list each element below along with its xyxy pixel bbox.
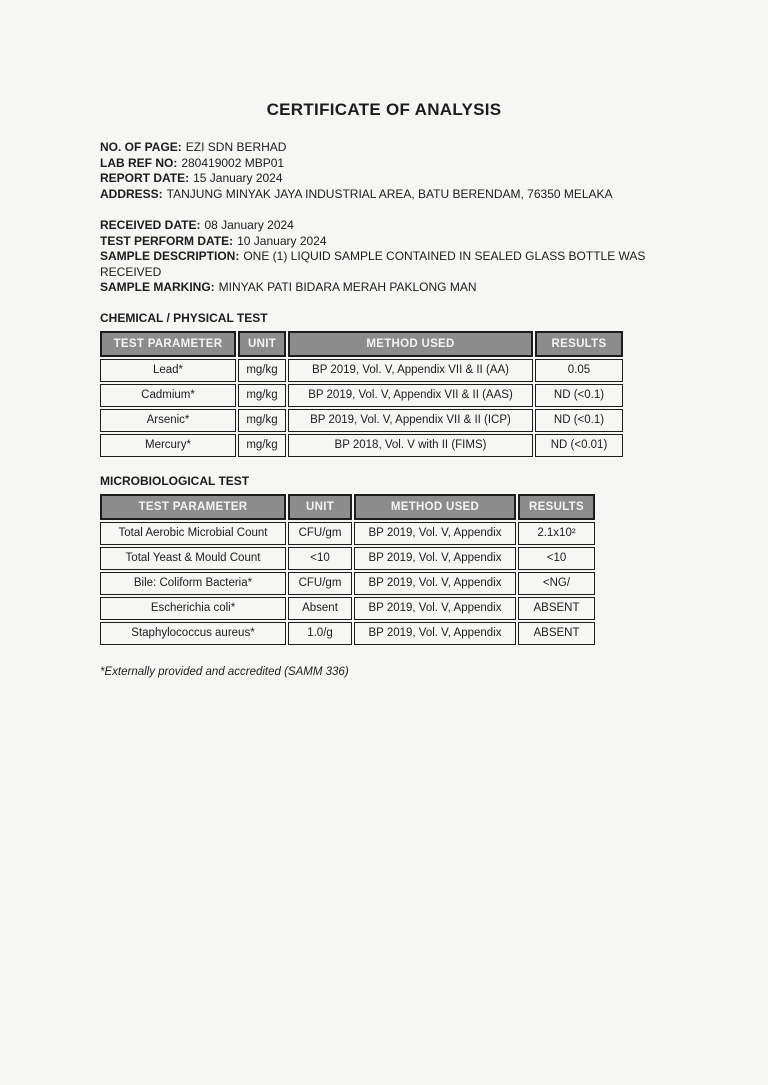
- col-header-results: RESULTS: [535, 331, 623, 357]
- cell-result: ND (<0.1): [535, 384, 623, 407]
- table-header-row: [100, 331, 623, 357]
- table-header-row: [100, 494, 595, 520]
- cell-method: BP 2019, Vol. V, Appendix VII & II (AA): [288, 359, 533, 382]
- col-header-method-used: METHOD USED: [354, 494, 516, 520]
- cell-method: BP 2019, Vol. V, Appendix: [354, 597, 516, 620]
- cell-result: ABSENT: [518, 622, 595, 645]
- table-row: [100, 409, 623, 432]
- cell-result: 0.05: [535, 359, 623, 382]
- info-line-sample-description: [100, 249, 672, 280]
- cell-parameter: Arsenic*: [100, 409, 236, 432]
- cell-unit: mg/kg: [238, 434, 286, 457]
- cell-result: <NG/: [518, 572, 595, 595]
- info-value: ONE (1) LIQUID SAMPLE CONTAINED IN SEALED GLASS BOTTLE WAS RECEIVED: [100, 249, 646, 279]
- cell-unit: Absent: [288, 597, 352, 620]
- cell-method: BP 2019, Vol. V, Appendix: [354, 622, 516, 645]
- cell-parameter: Mercury*: [100, 434, 236, 457]
- info-value: MINYAK PATI BIDARA MERAH PAKLONG MAN: [218, 280, 477, 294]
- info-value: EZI SDN BERHAD: [185, 140, 287, 154]
- cell-parameter: Lead*: [100, 359, 236, 382]
- col-header-test-parameter: TEST PARAMETER: [100, 331, 236, 357]
- cell-unit: mg/kg: [238, 409, 286, 432]
- cell-parameter: Escherichia coli*: [100, 597, 286, 620]
- info-label: NO. OF PAGE:: [100, 140, 182, 154]
- info-line-test-perform-date: [100, 234, 672, 250]
- table-row: [100, 547, 595, 570]
- table-row: [100, 359, 623, 382]
- info-line-address: [100, 187, 672, 203]
- chemical-test-heading: CHEMICAL / PHYSICAL TEST: [100, 310, 268, 325]
- info-label: SAMPLE MARKING:: [100, 280, 215, 294]
- col-header-unit: UNIT: [238, 331, 286, 357]
- sample-info-block: [100, 218, 672, 296]
- cell-unit: mg/kg: [238, 359, 286, 382]
- cell-method: BP 2019, Vol. V, Appendix VII & II (AAS): [288, 384, 533, 407]
- cell-parameter: Total Aerobic Microbial Count: [100, 522, 286, 545]
- col-header-method-used: METHOD USED: [288, 331, 533, 357]
- cell-unit: mg/kg: [238, 384, 286, 407]
- microbiological-test-heading: MICROBIOLOGICAL TEST: [100, 473, 250, 488]
- info-line-lab-ref-no: [100, 156, 672, 172]
- info-line-sample-marking: [100, 280, 672, 296]
- info-value: 15 January 2024: [193, 171, 283, 185]
- info-value: 280419002 MBP01: [181, 155, 285, 170]
- microbiological-test-table: [98, 492, 597, 647]
- table-row: [100, 522, 595, 545]
- report-info-block: [100, 140, 672, 202]
- cell-method: BP 2019, Vol. V, Appendix VII & II (ICP): [288, 409, 533, 432]
- table-row: [100, 434, 623, 457]
- info-line-no-of-page: [100, 140, 672, 156]
- cell-result: ND (<0.1): [535, 409, 623, 432]
- col-header-test-parameter: TEST PARAMETER: [100, 494, 286, 520]
- cell-method: BP 2018, Vol. V with II (FIMS): [288, 434, 533, 457]
- chemical-test-table: [98, 329, 625, 459]
- cell-result: ABSENT: [518, 597, 595, 620]
- cell-parameter: Total Yeast & Mould Count: [100, 547, 286, 570]
- info-value: TANJUNG MINYAK JAYA INDUSTRIAL AREA, BATU BERENDAM, 76350 MELAKA: [166, 186, 613, 201]
- cell-method: BP 2019, Vol. V, Appendix: [354, 522, 516, 545]
- cell-method: BP 2019, Vol. V, Appendix: [354, 547, 516, 570]
- cell-parameter: Cadmium*: [100, 384, 236, 407]
- table-row: [100, 572, 595, 595]
- cell-result: <10: [518, 547, 595, 570]
- info-value: 08 January 2024: [204, 218, 294, 232]
- cell-parameter: Staphylococcus aureus*: [100, 622, 286, 645]
- info-label: TEST PERFORM DATE:: [100, 233, 234, 248]
- info-line-received-date: [100, 218, 672, 234]
- cell-unit: 1.0/g: [288, 622, 352, 645]
- cell-method: BP 2019, Vol. V, Appendix: [354, 572, 516, 595]
- cell-unit: <10: [288, 547, 352, 570]
- cell-result: 2.1x10²: [518, 522, 595, 545]
- cell-unit: CFU/gm: [288, 572, 352, 595]
- info-line-report-date: [100, 171, 672, 187]
- col-header-unit: UNIT: [288, 494, 352, 520]
- info-label: RECEIVED DATE:: [100, 218, 201, 232]
- info-label: REPORT DATE:: [100, 171, 190, 185]
- table-row: [100, 597, 595, 620]
- info-label: LAB REF NO:: [100, 155, 178, 170]
- table-row: [100, 622, 595, 645]
- page-title: CERTIFICATE OF ANALYSIS: [266, 100, 502, 119]
- info-label: ADDRESS:: [100, 186, 163, 201]
- table-row: [100, 384, 623, 407]
- col-header-results: RESULTS: [518, 494, 595, 520]
- accreditation-footnote: *Externally provided and accredited (SAMM 336): [100, 665, 349, 678]
- cell-parameter: Bile: Coliform Bacteria*: [100, 572, 286, 595]
- info-label: SAMPLE DESCRIPTION:: [100, 249, 240, 263]
- info-value: 10 January 2024: [237, 233, 327, 248]
- cell-result: ND (<0.01): [535, 434, 623, 457]
- cell-unit: CFU/gm: [288, 522, 352, 545]
